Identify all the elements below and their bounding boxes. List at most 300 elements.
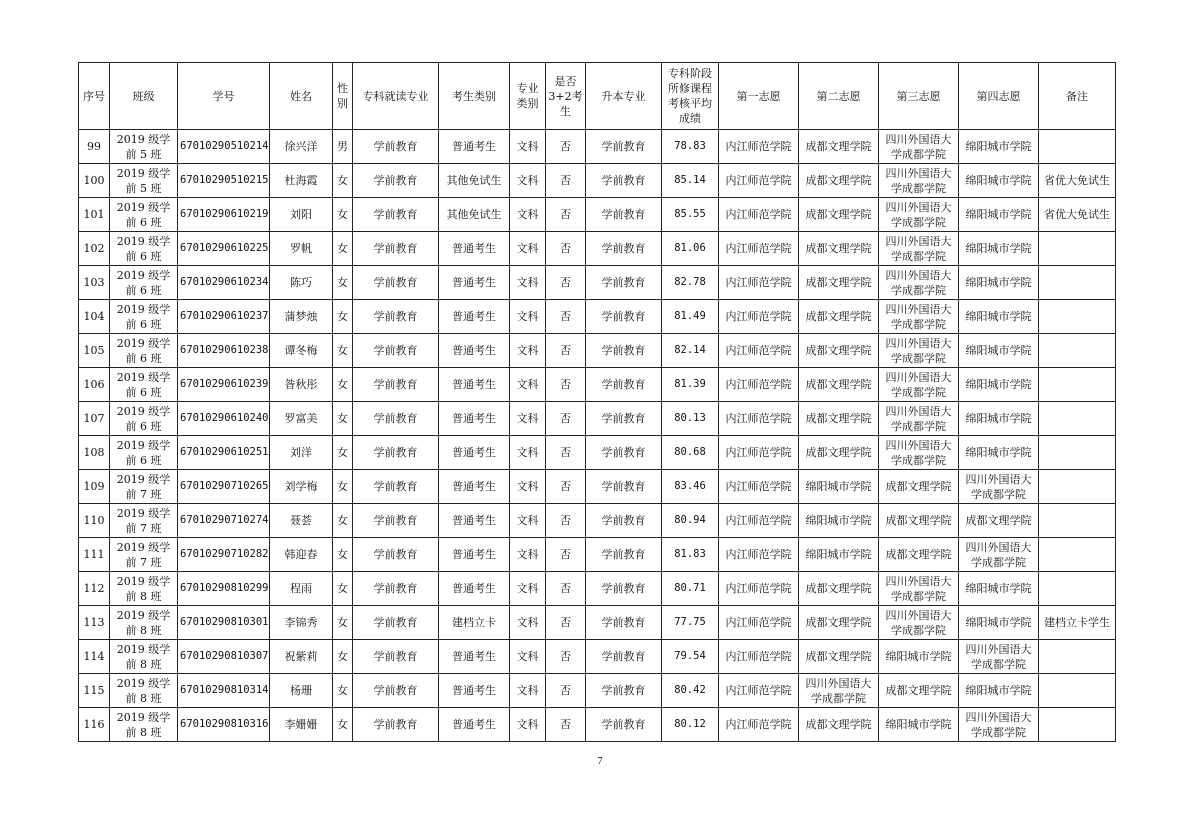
table-cell: 67010290610251 [178,436,270,470]
table-cell: 蒲梦烛 [270,300,333,334]
table-row [79,368,1116,402]
column-header: 升本专业 [586,63,662,130]
table-cell: 83.46 [662,470,719,504]
table-cell [1039,538,1116,572]
table-cell: 否 [546,402,586,436]
table-cell: 否 [546,300,586,334]
table-cell: 李姗姗 [270,708,333,742]
table-cell: 2019 级学前 6 班 [110,232,178,266]
table-cell: 2019 级学前 6 班 [110,436,178,470]
table-cell: 学前教育 [586,402,662,436]
table-cell: 内江师范学院 [719,504,799,538]
table-cell: 2019 级学前 6 班 [110,300,178,334]
table-cell: 女 [333,198,353,232]
table-cell: 80.42 [662,674,719,708]
table-cell: 成都文理学院 [799,334,879,368]
table-cell: 普通考生 [439,436,510,470]
table-cell: 学前教育 [586,198,662,232]
table-cell: 普通考生 [439,368,510,402]
table-cell: 普通考生 [439,130,510,164]
table-cell: 刘学梅 [270,470,333,504]
table-cell: 否 [546,674,586,708]
table-cell: 杨珊 [270,674,333,708]
table-cell: 112 [79,572,110,606]
table-cell: 2019 级学前 7 班 [110,504,178,538]
table-cell: 67010290610237 [178,300,270,334]
table-cell: 103 [79,266,110,300]
table-cell: 女 [333,436,353,470]
table-cell: 省优大免试生 [1039,198,1116,232]
table-cell: 文科 [510,402,546,436]
table-cell: 学前教育 [586,266,662,300]
table-cell [1039,334,1116,368]
table-cell: 内江师范学院 [719,538,799,572]
table-cell: 学前教育 [353,198,439,232]
table-cell: 成都文理学院 [799,164,879,198]
table-cell: 建档立卡学生 [1039,606,1116,640]
table-cell: 学前教育 [586,538,662,572]
table-cell: 文科 [510,572,546,606]
table-row [79,572,1116,606]
table-cell: 绵阳城市学院 [879,640,959,674]
table-cell: 2019 级学前 8 班 [110,674,178,708]
table-cell: 文科 [510,606,546,640]
table-cell: 谭冬梅 [270,334,333,368]
table-cell: 79.54 [662,640,719,674]
table-cell: 81.06 [662,232,719,266]
table-cell: 81.49 [662,300,719,334]
table-cell: 学前教育 [353,674,439,708]
table-cell: 否 [546,232,586,266]
table-cell: 102 [79,232,110,266]
table-cell: 四川外国语大学成都学院 [799,674,879,708]
table-cell: 文科 [510,504,546,538]
table-cell [1039,674,1116,708]
admission-table-container [78,62,1115,742]
table-cell: 67010290610234 [178,266,270,300]
table-cell: 2019 级学前 6 班 [110,198,178,232]
table-cell: 否 [546,708,586,742]
table-cell: 绵阳城市学院 [799,470,879,504]
table-cell: 文科 [510,538,546,572]
table-cell: 否 [546,368,586,402]
table-cell: 学前教育 [353,232,439,266]
table-cell: 四川外国语大学成都学院 [959,708,1039,742]
table-cell: 四川外国语大学成都学院 [879,232,959,266]
table-cell: 女 [333,606,353,640]
table-cell: 内江师范学院 [719,708,799,742]
table-cell: 程雨 [270,572,333,606]
table-cell: 韩迎春 [270,538,333,572]
table-cell: 普通考生 [439,504,510,538]
table-cell: 内江师范学院 [719,130,799,164]
table-cell: 女 [333,504,353,538]
table-cell: 成都文理学院 [879,470,959,504]
table-cell: 成都文理学院 [799,232,879,266]
table-cell [1039,640,1116,674]
table-cell: 学前教育 [353,538,439,572]
table-cell: 四川外国语大学成都学院 [879,572,959,606]
table-cell: 内江师范学院 [719,402,799,436]
table-cell: 男 [333,130,353,164]
table-cell: 内江师范学院 [719,198,799,232]
table-cell: 普通考生 [439,232,510,266]
table-cell: 女 [333,674,353,708]
table-cell: 2019 级学前 7 班 [110,538,178,572]
table-cell: 67010290810299 [178,572,270,606]
table-cell: 女 [333,266,353,300]
table-cell: 绵阳城市学院 [959,368,1039,402]
table-cell: 普通考生 [439,674,510,708]
table-cell: 109 [79,470,110,504]
table-cell: 陈巧 [270,266,333,300]
table-cell [1039,402,1116,436]
table-cell: 四川外国语大学成都学院 [879,130,959,164]
table-cell: 成都文理学院 [799,640,879,674]
table-cell: 113 [79,606,110,640]
table-cell: 四川外国语大学成都学院 [879,402,959,436]
table-cell: 绵阳城市学院 [959,232,1039,266]
table-cell: 文科 [510,164,546,198]
table-cell: 67010290610238 [178,334,270,368]
table-cell: 否 [546,130,586,164]
table-cell: 普通考生 [439,538,510,572]
table-cell: 学前教育 [353,436,439,470]
table-cell: 100 [79,164,110,198]
table-row [79,130,1116,164]
table-cell: 文科 [510,436,546,470]
page-number: 7 [597,756,603,767]
table-cell: 101 [79,198,110,232]
table-cell: 67010290610225 [178,232,270,266]
table-cell: 学前教育 [353,708,439,742]
table-cell: 四川外国语大学成都学院 [879,164,959,198]
table-cell: 85.14 [662,164,719,198]
column-header: 专科就读专业 [353,63,439,130]
table-row [79,674,1116,708]
table-cell: 内江师范学院 [719,640,799,674]
table-cell: 文科 [510,470,546,504]
table-cell: 成都文理学院 [799,198,879,232]
table-cell: 学前教育 [353,266,439,300]
table-cell: 四川外国语大学成都学院 [959,538,1039,572]
table-row [79,232,1116,266]
table-cell: 成都文理学院 [879,538,959,572]
table-cell: 成都文理学院 [799,266,879,300]
table-cell [1039,368,1116,402]
table-cell [1039,266,1116,300]
table-cell: 否 [546,436,586,470]
table-cell: 2019 级学前 6 班 [110,368,178,402]
table-row [79,198,1116,232]
table-cell: 女 [333,470,353,504]
table-cell: 绵阳城市学院 [959,402,1039,436]
column-header: 序号 [79,63,110,130]
table-cell: 80.12 [662,708,719,742]
table-cell: 文科 [510,232,546,266]
table-cell: 学前教育 [353,130,439,164]
table-cell: 成都文理学院 [799,402,879,436]
table-cell: 建档立卡 [439,606,510,640]
column-header: 第二志愿 [799,63,879,130]
column-header: 学号 [178,63,270,130]
table-cell: 99 [79,130,110,164]
table-cell: 学前教育 [586,470,662,504]
table-cell: 普通考生 [439,572,510,606]
table-cell: 67010290610239 [178,368,270,402]
table-cell: 文科 [510,708,546,742]
table-row [79,538,1116,572]
table-cell: 女 [333,402,353,436]
table-row [79,708,1116,742]
table-cell: 67010290610219 [178,198,270,232]
table-cell: 67010290610240 [178,402,270,436]
column-header: 专业类别 [510,63,546,130]
table-row [79,640,1116,674]
table-cell: 罗富美 [270,402,333,436]
table-cell: 114 [79,640,110,674]
table-cell: 学前教育 [586,334,662,368]
table-cell: 学前教育 [586,674,662,708]
table-cell: 81.39 [662,368,719,402]
table-cell: 否 [546,470,586,504]
table-cell [1039,130,1116,164]
table-cell: 普通考生 [439,266,510,300]
table-cell: 学前教育 [586,164,662,198]
table-cell [1039,708,1116,742]
table-cell: 罗帆 [270,232,333,266]
table-cell: 女 [333,572,353,606]
table-cell: 绵阳城市学院 [799,504,879,538]
table-cell: 绵阳城市学院 [959,164,1039,198]
table-cell: 80.94 [662,504,719,538]
table-cell: 2019 级学前 8 班 [110,640,178,674]
table-cell: 文科 [510,266,546,300]
table-cell [1039,436,1116,470]
table-cell: 学前教育 [353,300,439,334]
table-cell: 李锦秀 [270,606,333,640]
table-cell: 刘阳 [270,198,333,232]
table-cell: 67010290810301 [178,606,270,640]
table-row [79,470,1116,504]
table-row [79,402,1116,436]
table-cell: 学前教育 [353,640,439,674]
table-cell: 普通考生 [439,470,510,504]
table-row [79,334,1116,368]
table-cell: 内江师范学院 [719,606,799,640]
table-cell: 67010290810316 [178,708,270,742]
table-cell: 否 [546,606,586,640]
table-cell: 四川外国语大学成都学院 [879,300,959,334]
table-header-row [79,63,1116,130]
table-cell: 绵阳城市学院 [959,266,1039,300]
table-cell: 四川外国语大学成都学院 [959,640,1039,674]
table-cell: 绵阳城市学院 [799,538,879,572]
table-cell: 学前教育 [586,708,662,742]
table-cell [1039,232,1116,266]
table-cell: 刘洋 [270,436,333,470]
table-cell: 否 [546,572,586,606]
table-cell: 文科 [510,674,546,708]
table-cell: 78.83 [662,130,719,164]
table-cell [1039,300,1116,334]
table-cell: 内江师范学院 [719,572,799,606]
table-cell: 学前教育 [586,368,662,402]
table-cell: 否 [546,164,586,198]
table-cell: 女 [333,164,353,198]
table-cell: 四川外国语大学成都学院 [879,368,959,402]
table-cell: 学前教育 [586,232,662,266]
table-cell: 否 [546,504,586,538]
table-cell: 2019 级学前 7 班 [110,470,178,504]
table-cell: 祝紫莉 [270,640,333,674]
table-cell: 成都文理学院 [959,504,1039,538]
table-cell: 内江师范学院 [719,436,799,470]
table-cell: 文科 [510,300,546,334]
table-cell: 学前教育 [353,504,439,538]
table-cell: 学前教育 [353,572,439,606]
table-cell: 106 [79,368,110,402]
table-cell: 82.78 [662,266,719,300]
column-header: 考生类别 [439,63,510,130]
table-cell: 104 [79,300,110,334]
table-cell: 67010290810307 [178,640,270,674]
table-cell: 学前教育 [353,470,439,504]
table-cell: 杜海霞 [270,164,333,198]
table-cell: 67010290510214 [178,130,270,164]
table-cell: 女 [333,708,353,742]
column-header: 姓名 [270,63,333,130]
table-cell: 67010290810314 [178,674,270,708]
column-header: 备注 [1039,63,1116,130]
table-cell: 内江师范学院 [719,232,799,266]
table-cell: 105 [79,334,110,368]
column-header: 是否3+2考生 [546,63,586,130]
table-cell: 四川外国语大学成都学院 [879,266,959,300]
table-cell: 成都文理学院 [799,572,879,606]
table-cell: 否 [546,198,586,232]
table-cell: 成都文理学院 [799,130,879,164]
table-cell: 内江师范学院 [719,266,799,300]
table-cell: 普通考生 [439,708,510,742]
table-cell: 2019 级学前 5 班 [110,130,178,164]
table-cell: 内江师范学院 [719,300,799,334]
table-cell: 省优大免试生 [1039,164,1116,198]
table-cell: 绵阳城市学院 [959,606,1039,640]
table-cell: 67010290710274 [178,504,270,538]
table-cell: 110 [79,504,110,538]
table-cell: 绵阳城市学院 [959,334,1039,368]
table-cell: 绵阳城市学院 [959,674,1039,708]
table-cell: 学前教育 [586,504,662,538]
table-cell: 学前教育 [586,436,662,470]
table-cell: 绵阳城市学院 [959,300,1039,334]
table-cell: 2019 级学前 6 班 [110,334,178,368]
table-cell: 四川外国语大学成都学院 [879,436,959,470]
table-cell: 聂荟 [270,504,333,538]
table-cell: 115 [79,674,110,708]
table-cell: 111 [79,538,110,572]
column-header: 第一志愿 [719,63,799,130]
table-cell: 学前教育 [353,164,439,198]
table-cell: 女 [333,368,353,402]
table-cell: 80.68 [662,436,719,470]
table-cell: 四川外国语大学成都学院 [879,334,959,368]
table-cell: 77.75 [662,606,719,640]
table-cell: 学前教育 [586,300,662,334]
table-cell: 85.55 [662,198,719,232]
table-cell: 否 [546,538,586,572]
table-cell: 普通考生 [439,402,510,436]
table-cell: 内江师范学院 [719,164,799,198]
table-row [79,164,1116,198]
table-cell: 绵阳城市学院 [879,708,959,742]
table-cell: 女 [333,232,353,266]
table-cell: 昝秋彤 [270,368,333,402]
table-cell: 成都文理学院 [799,436,879,470]
table-body [79,130,1116,742]
table-cell: 四川外国语大学成都学院 [879,198,959,232]
column-header: 性别 [333,63,353,130]
table-row [79,606,1116,640]
table-cell: 成都文理学院 [799,300,879,334]
table-cell: 学前教育 [353,402,439,436]
table-cell: 学前教育 [586,606,662,640]
table-cell: 绵阳城市学院 [959,130,1039,164]
table-cell: 绵阳城市学院 [959,572,1039,606]
table-cell: 学前教育 [586,130,662,164]
table-cell: 否 [546,334,586,368]
table-cell [1039,504,1116,538]
column-header: 第三志愿 [879,63,959,130]
table-cell: 80.13 [662,402,719,436]
table-cell: 文科 [510,198,546,232]
table-cell: 内江师范学院 [719,334,799,368]
table-cell: 否 [546,266,586,300]
table-cell: 2019 级学前 8 班 [110,572,178,606]
table-cell: 徐兴洋 [270,130,333,164]
table-cell: 四川外国语大学成都学院 [879,606,959,640]
column-header: 专科阶段所修课程考核平均成绩 [662,63,719,130]
table-cell: 学前教育 [353,334,439,368]
table-cell: 内江师范学院 [719,368,799,402]
table-cell: 108 [79,436,110,470]
column-header: 班级 [110,63,178,130]
table-cell [1039,572,1116,606]
table-cell: 女 [333,640,353,674]
table-cell: 文科 [510,334,546,368]
table-cell: 四川外国语大学成都学院 [959,470,1039,504]
table-cell: 学前教育 [586,640,662,674]
table-cell: 2019 级学前 6 班 [110,266,178,300]
table-cell: 67010290510215 [178,164,270,198]
table-cell: 学前教育 [353,606,439,640]
column-header: 第四志愿 [959,63,1039,130]
table-cell: 学前教育 [586,572,662,606]
table-row [79,504,1116,538]
table-row [79,436,1116,470]
table-cell: 成都文理学院 [799,368,879,402]
table-cell: 其他免试生 [439,198,510,232]
table-cell: 80.71 [662,572,719,606]
table-cell: 2019 级学前 6 班 [110,402,178,436]
table-cell: 女 [333,538,353,572]
table-cell: 81.83 [662,538,719,572]
table-row [79,266,1116,300]
table-cell: 2019 级学前 8 班 [110,606,178,640]
table-cell: 2019 级学前 5 班 [110,164,178,198]
table-cell: 成都文理学院 [879,504,959,538]
